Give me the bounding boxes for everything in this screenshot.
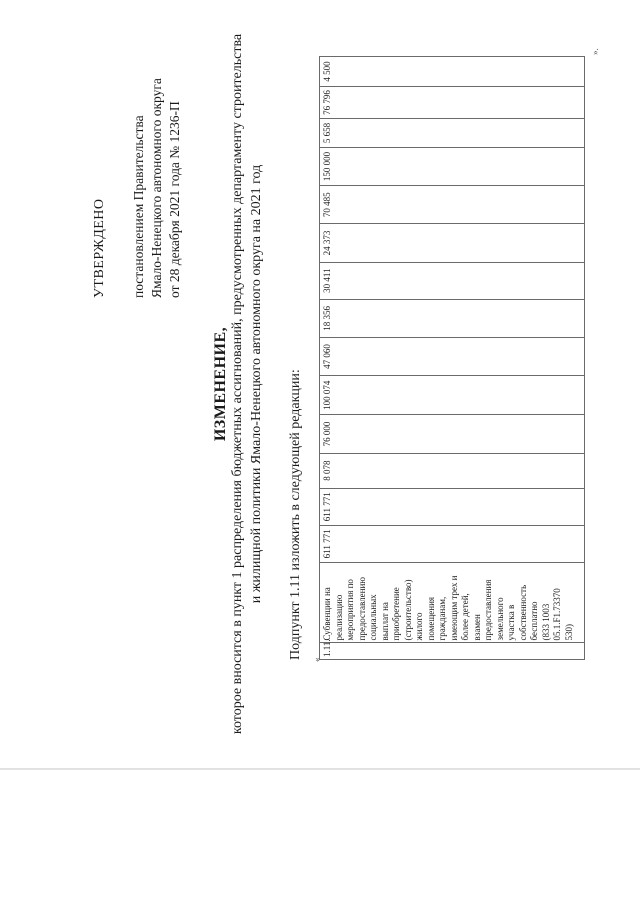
approval-line-2: Ямало-Ненецкого автономного округа [149, 78, 164, 298]
value-cell: 30 411 [320, 262, 585, 299]
approval-title: УТВЕРЖДЕНО [92, 198, 107, 298]
description-line: приобретение [391, 587, 401, 641]
description-line: земельного [494, 597, 505, 641]
closing-quote: ». [590, 48, 600, 55]
approval-line-1: постановлением Правительства [131, 115, 146, 298]
value-cell: 24 373 [320, 224, 585, 262]
value-cell: 4 500 [320, 57, 585, 87]
description-line: выплат на [379, 602, 390, 641]
document-title: ИЗМЕНЕНИЕ, [212, 326, 229, 442]
description-line: жилого [414, 612, 424, 641]
value-cell: 100 074 [320, 376, 585, 415]
row-number: 1.11. [320, 643, 585, 660]
value-cell: 47 060 [320, 337, 585, 375]
value-cell: 8 078 [320, 453, 585, 488]
value-cell: 70 485 [320, 186, 585, 224]
description-line: 530) [563, 623, 574, 641]
row-description [320, 562, 585, 643]
value-cell: 611 771 [320, 525, 585, 562]
value-cell: 18 356 [320, 299, 585, 337]
value-cell: 611 771 [320, 488, 585, 525]
description-line: предоставления [483, 579, 493, 641]
description-line: собственность [517, 584, 528, 641]
value-cell: 76 000 [320, 415, 585, 453]
value-cell: 150 000 [320, 147, 585, 185]
document-heading-line-2: которое вносится в пункт 1 распределения бюджетных ассигнований, предусмотренных департаменту строительства [230, 33, 245, 735]
description-line: Субвенции на [322, 587, 332, 641]
description-line: (833 1003 [540, 603, 551, 641]
opening-quote: « [312, 657, 322, 662]
description-line: имеющим трех и [448, 575, 459, 641]
allocation-table [319, 56, 585, 660]
description-line: помещения [425, 596, 436, 641]
description-line: 05.1.F1.73370 [552, 588, 562, 641]
value-cell: 5 658 [320, 119, 585, 148]
description-line: (строительство) [402, 579, 413, 641]
approval-line-3: от 28 декабря 2021 года № 1236-П [167, 101, 182, 298]
description-line: более детей, [460, 593, 470, 641]
subparagraph-instruction: Подпункт 1.11 изложить в следующей редакции: [288, 369, 303, 660]
description-line: гражданам, [437, 596, 447, 641]
description-line: предоставлению [356, 576, 367, 641]
value-cell: 76 796 [320, 87, 585, 119]
description-line: бесплатно [529, 601, 539, 641]
description-line: реализацию [333, 594, 344, 641]
table-row [320, 57, 585, 660]
approval-block [0, 0, 200, 768]
description-line: социальных [368, 594, 378, 641]
description-line: мероприятия по [345, 579, 355, 641]
document-heading-line-3: и жилищной политики Ямало-Ненецкого автономного округа на 2021 год [249, 164, 264, 604]
description-line: взамен [471, 614, 482, 641]
description-line: участка в [506, 604, 516, 641]
